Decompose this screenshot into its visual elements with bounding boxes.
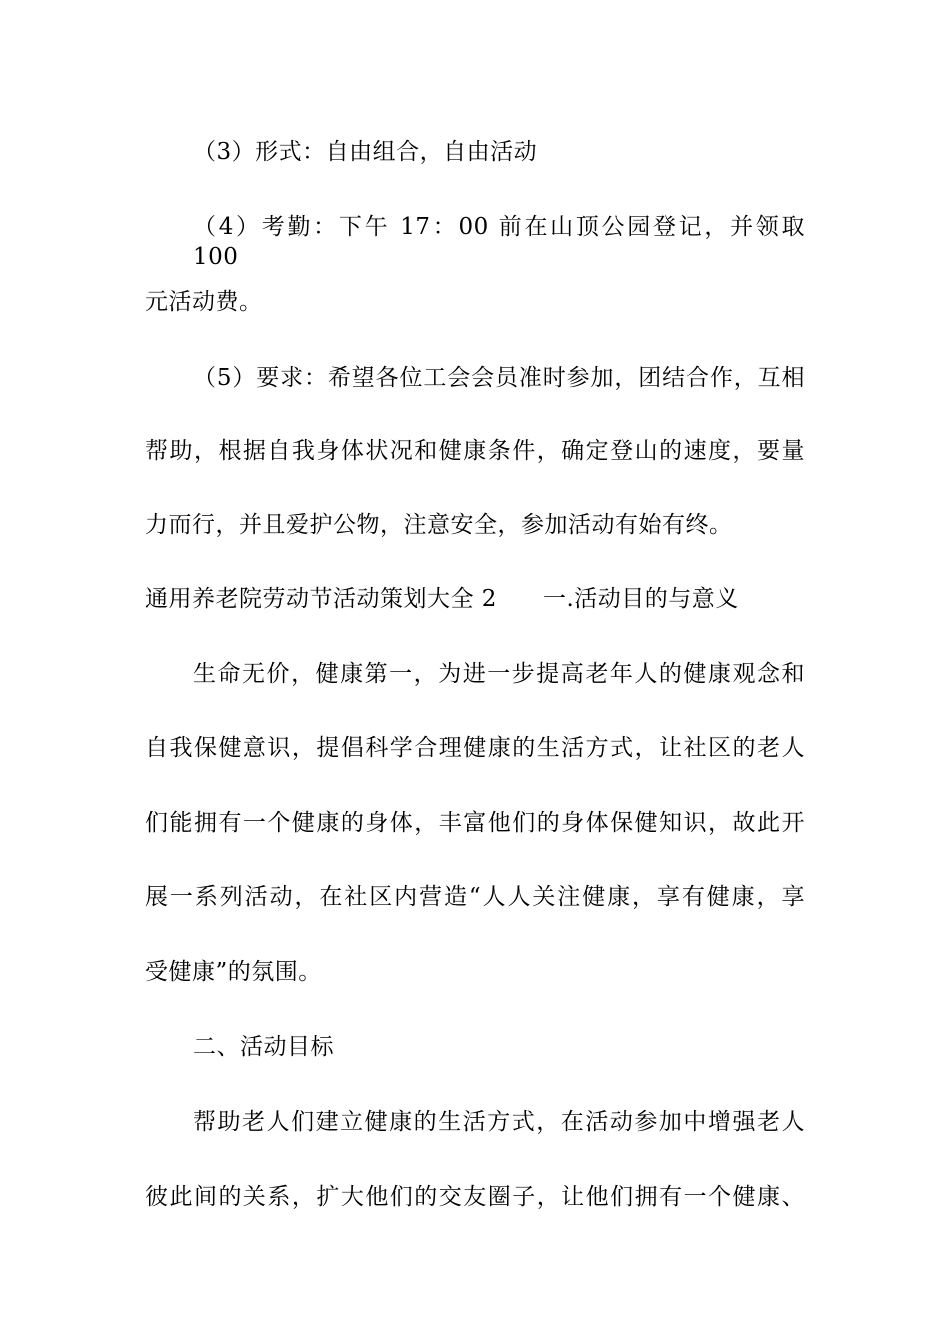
section-heading-purpose: 一.活动目的与意义 (542, 586, 739, 612)
document-title: 通用养老院劳动节活动策划大全 2 (145, 586, 497, 612)
paragraph-requirements-line-2: 帮助，根据自我身体状况和健康条件，确定登山的速度，要量 (145, 438, 805, 464)
paragraph-requirements-line-3: 力而行，并且爱护公物，注意安全，参加活动有始有终。 (145, 512, 733, 538)
paragraph-purpose-line-1: 生命无价，健康第一，为进一步提高老年人的健康观念和 (193, 661, 805, 687)
paragraph-goals-line-1: 帮助老人们建立健康的生活方式，在活动参加中增强老人 (193, 1109, 805, 1135)
paragraph-purpose-line-2: 自我保健意识，提倡科学合理健康的生活方式，让社区的老人 (145, 735, 805, 761)
paragraph-goals-line-2: 彼此间的关系，扩大他们的交友圈子，让他们拥有一个健康、 (145, 1184, 805, 1210)
paragraph-purpose-line-4: 展一系列活动，在社区内营造“人人关注健康，享有健康，享 (145, 884, 805, 910)
section-heading-goals: 二、活动目标 (193, 1034, 334, 1060)
paragraph-purpose-line-5: 受健康”的氛围。 (145, 959, 322, 985)
paragraph-form: （3）形式：自由组合，自由活动 (193, 139, 538, 165)
paragraph-purpose-line-3: 们能拥有一个健康的身体，丰富他们的身体保健知识，故此开 (145, 810, 805, 836)
paragraph-requirements-line-1: （5）要求：希望各位工会会员准时参加，团结合作，互相 (193, 365, 805, 391)
paragraph-attendance-line-1: （4）考勤：下午 17：00 前在山顶公园登记，并领取 100 (193, 214, 805, 270)
paragraph-attendance-line-2: 元活动费。 (145, 289, 263, 315)
section-heading-line (145, 584, 825, 614)
